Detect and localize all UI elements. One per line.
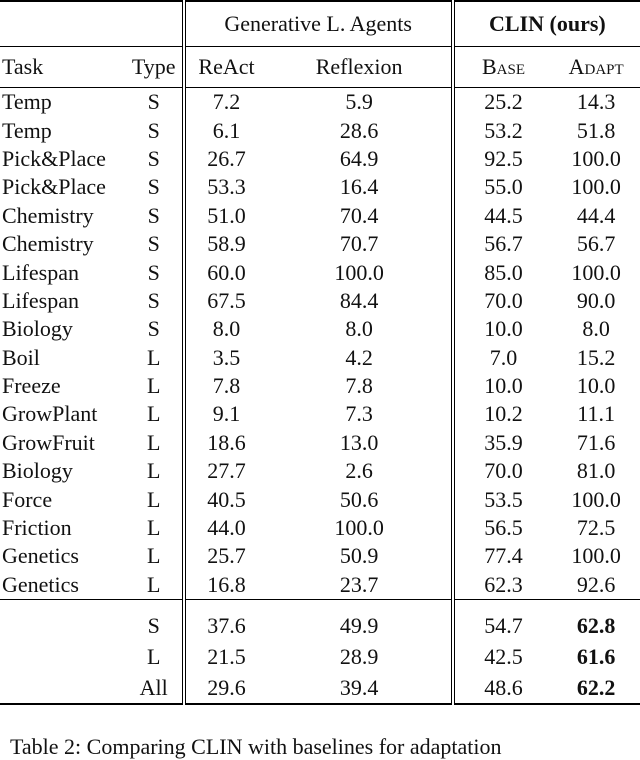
- reflexion-cell: 50.9: [339, 543, 379, 569]
- reflexion-cell: 64.9: [339, 145, 379, 171]
- col-type-header: Type: [131, 54, 176, 79]
- adapt-cell: 100.0: [571, 543, 621, 569]
- task-cell: GrowPlant: [2, 401, 98, 427]
- summary-base-cell: 54.7: [453, 610, 553, 641]
- adapt-cell: 8.0: [582, 316, 610, 342]
- adapt-cell: 44.4: [576, 202, 616, 228]
- task-cell: Lifespan: [2, 259, 79, 285]
- type-cell: S: [147, 89, 160, 115]
- reflexion-cell: 23.7: [339, 571, 379, 597]
- adapt-cell: 14.3: [576, 89, 616, 115]
- table-row: [0, 88, 640, 117]
- table-row: [0, 202, 640, 230]
- base-cell: 10.0: [453, 315, 553, 343]
- summary-type-cell: All: [139, 674, 168, 700]
- task-cell: Boil: [2, 344, 40, 370]
- reflexion-cell: 4.2: [345, 344, 373, 370]
- reflexion-cell: 100.0: [334, 515, 384, 541]
- react-cell: 18.6: [184, 429, 268, 457]
- table-row: [0, 344, 640, 372]
- type-cell: L: [146, 373, 161, 399]
- table-row: [0, 258, 640, 286]
- type-cell: L: [146, 458, 161, 484]
- reflexion-cell: 84.4: [339, 287, 379, 313]
- adapt-cell: 56.7: [576, 231, 616, 257]
- task-cell: Lifespan: [2, 287, 79, 313]
- summary-type-cell: L: [146, 643, 161, 669]
- header-group-row: [0, 1, 640, 47]
- react-cell: 67.5: [184, 287, 268, 315]
- base-cell: 7.0: [453, 344, 553, 372]
- summary-reflexion-cell: 28.9: [339, 643, 379, 669]
- reflexion-cell: 13.0: [339, 429, 379, 455]
- table-row: [0, 542, 640, 570]
- table-row: [0, 173, 640, 201]
- type-cell: L: [146, 543, 161, 569]
- reflexion-cell: 5.9: [345, 89, 373, 115]
- type-cell: L: [146, 429, 161, 455]
- react-cell: 16.8: [184, 571, 268, 600]
- react-cell: 26.7: [184, 145, 268, 173]
- table-row: [0, 315, 640, 343]
- summary-row: [0, 610, 640, 641]
- summary-react-cell: 37.6: [184, 610, 268, 641]
- base-cell: 44.5: [453, 202, 553, 230]
- react-cell: 44.0: [184, 514, 268, 542]
- type-cell: L: [146, 486, 161, 512]
- summary-row: [0, 672, 640, 704]
- type-cell: S: [147, 287, 160, 313]
- col-base-header: Base: [453, 47, 553, 88]
- group-clin: CLIN (ours): [453, 1, 640, 47]
- base-cell: 85.0: [453, 258, 553, 286]
- adapt-cell: 92.6: [576, 571, 616, 597]
- reflexion-cell: 70.4: [339, 202, 379, 228]
- type-cell: L: [146, 515, 161, 541]
- reflexion-cell: 8.0: [345, 316, 373, 342]
- group-generative-agents: Generative L. Agents: [184, 1, 453, 47]
- summary-react-cell: 21.5: [184, 641, 268, 672]
- table-row: [0, 485, 640, 513]
- summary-reflexion-cell: 39.4: [339, 674, 379, 700]
- adapt-cell: 72.5: [576, 515, 616, 541]
- base-cell: 70.0: [453, 287, 553, 315]
- react-cell: 3.5: [184, 344, 268, 372]
- summary-divider: [0, 600, 640, 611]
- react-cell: 8.0: [184, 315, 268, 343]
- reflexion-cell: 7.3: [345, 401, 373, 427]
- type-cell: S: [147, 145, 160, 171]
- adapt-cell: 100.0: [571, 145, 621, 171]
- adapt-cell: 10.0: [576, 373, 616, 399]
- task-cell: Pick&Place: [2, 174, 106, 200]
- col-task-header: Task: [2, 54, 44, 79]
- base-cell: 25.2: [453, 88, 553, 117]
- header-column-row: [0, 47, 640, 88]
- table-caption: Table 2: Comparing CLIN with baselines for adaptation: [10, 734, 502, 759]
- reflexion-cell: 70.7: [339, 231, 379, 257]
- type-cell: S: [147, 117, 160, 143]
- react-cell: 7.8: [184, 372, 268, 400]
- table-row: [0, 230, 640, 258]
- react-cell: 40.5: [184, 485, 268, 513]
- base-cell: 10.2: [453, 400, 553, 428]
- react-cell: 9.1: [184, 400, 268, 428]
- summary-base-cell: 42.5: [453, 641, 553, 672]
- type-cell: S: [147, 259, 160, 285]
- react-cell: 53.3: [184, 173, 268, 201]
- react-cell: 7.2: [184, 88, 268, 117]
- base-cell: 62.3: [453, 571, 553, 600]
- task-cell: Genetics: [2, 543, 79, 569]
- summary-adapt-cell: 61.6: [576, 643, 616, 669]
- col-adapt-header: Adapt: [568, 54, 624, 79]
- task-cell: Biology: [2, 316, 73, 342]
- react-cell: 60.0: [184, 258, 268, 286]
- reflexion-cell: 28.6: [339, 117, 379, 143]
- table-row: [0, 116, 640, 144]
- react-cell: 27.7: [184, 457, 268, 485]
- task-cell: Freeze: [2, 373, 61, 399]
- type-cell: S: [147, 174, 160, 200]
- task-cell: Temp: [2, 89, 52, 115]
- task-cell: Genetics: [2, 571, 79, 597]
- summary-base-cell: 48.6: [453, 672, 553, 704]
- table-row: [0, 372, 640, 400]
- reflexion-cell: 100.0: [334, 259, 384, 285]
- react-cell: 58.9: [184, 230, 268, 258]
- table-row: [0, 429, 640, 457]
- col-reflexion-header: Reflexion: [315, 54, 403, 79]
- base-cell: 70.0: [453, 457, 553, 485]
- react-cell: 51.0: [184, 202, 268, 230]
- reflexion-cell: 7.8: [345, 373, 373, 399]
- base-cell: 53.5: [453, 485, 553, 513]
- col-react-header: ReAct: [184, 47, 268, 88]
- type-cell: S: [147, 202, 160, 228]
- adapt-cell: 100.0: [571, 259, 621, 285]
- base-cell: 35.9: [453, 429, 553, 457]
- type-cell: L: [146, 571, 161, 597]
- task-cell: Chemistry: [2, 202, 94, 228]
- task-cell: Temp: [2, 117, 52, 143]
- adapt-cell: 90.0: [576, 287, 616, 313]
- summary-row: [0, 641, 640, 672]
- adapt-cell: 81.0: [576, 458, 616, 484]
- react-cell: 6.1: [184, 116, 268, 144]
- base-cell: 92.5: [453, 145, 553, 173]
- summary-type-cell: S: [147, 612, 160, 638]
- adapt-cell: 71.6: [576, 429, 616, 455]
- task-cell: Pick&Place: [2, 145, 106, 171]
- task-cell: Chemistry: [2, 231, 94, 257]
- summary-adapt-cell: 62.2: [576, 674, 616, 700]
- table-row: [0, 514, 640, 542]
- base-cell: 55.0: [453, 173, 553, 201]
- type-cell: L: [146, 344, 161, 370]
- table-row: [0, 400, 640, 428]
- base-cell: 77.4: [453, 542, 553, 570]
- base-cell: 56.7: [453, 230, 553, 258]
- adapt-cell: 15.2: [576, 344, 616, 370]
- summary-react-cell: 29.6: [184, 672, 268, 704]
- table-row: [0, 145, 640, 173]
- table-row: [0, 457, 640, 485]
- type-cell: L: [146, 401, 161, 427]
- base-cell: 56.5: [453, 514, 553, 542]
- type-cell: S: [147, 231, 160, 257]
- react-cell: 25.7: [184, 542, 268, 570]
- summary-reflexion-cell: 49.9: [339, 612, 379, 638]
- reflexion-cell: 16.4: [339, 174, 379, 200]
- type-cell: S: [147, 316, 160, 342]
- task-cell: GrowFruit: [2, 429, 95, 455]
- task-cell: Friction: [2, 515, 72, 541]
- adapt-cell: 100.0: [571, 486, 621, 512]
- summary-adapt-cell: 62.8: [576, 612, 616, 638]
- adapt-cell: 11.1: [577, 401, 615, 427]
- task-cell: Force: [2, 486, 53, 512]
- adapt-cell: 100.0: [571, 174, 621, 200]
- table-row: [0, 571, 640, 600]
- task-cell: Biology: [2, 458, 73, 484]
- adapt-cell: 51.8: [576, 117, 616, 143]
- base-cell: 10.0: [453, 372, 553, 400]
- reflexion-cell: 2.6: [345, 458, 373, 484]
- table-row: [0, 287, 640, 315]
- reflexion-cell: 50.6: [339, 486, 379, 512]
- base-cell: 53.2: [453, 116, 553, 144]
